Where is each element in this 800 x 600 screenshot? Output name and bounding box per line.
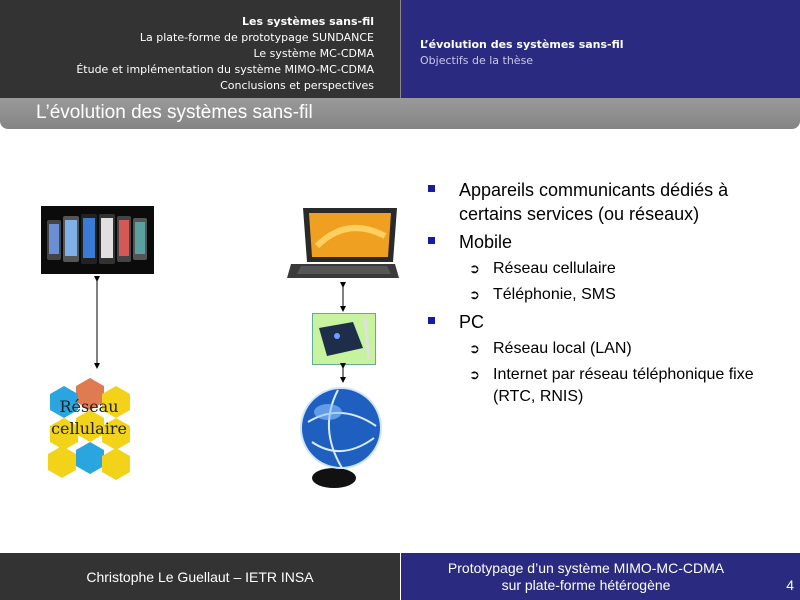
bullet-item: Appareils communicants dédiés à certains services (ou réseaux) — [428, 178, 788, 226]
section-link-sundance[interactable]: La plate-forme de prototypage SUNDANCE — [139, 31, 374, 44]
footer-author: Christophe Le Guellaut – IETR INSA — [86, 569, 314, 585]
footer-title-line2: sur plate-forme hétérogène — [501, 577, 671, 593]
section-link-wireless[interactable]: Les systèmes sans-fil — [242, 15, 374, 28]
page-number: 4 — [786, 577, 794, 593]
bullet-item: PC — [428, 310, 788, 334]
footer-author-panel — [0, 553, 400, 600]
subsection-link-objectives[interactable]: Objectifs de la thèse — [420, 54, 534, 67]
cellular-network-label: Réseau cellulaire — [51, 397, 127, 438]
sub-bullet-item: ➲ Réseau cellulaire — [469, 260, 616, 277]
sub-bullet-item: ➲ Téléphonie, SMS — [469, 286, 616, 303]
bullet-item: Mobile — [428, 230, 788, 254]
sub-bullet-item: ➲ Réseau local (LAN) — [469, 340, 632, 357]
subsection-link-active[interactable]: L’évolution des systèmes sans-fil — [420, 38, 624, 51]
bullet-list — [428, 178, 788, 412]
footer-title-panel — [401, 553, 800, 600]
section-link-conclusions[interactable]: Conclusions et perspectives — [220, 79, 374, 92]
sub-bullet-item: ➲ Internet par réseau téléphonique fixe (RTC, RNIS) — [469, 366, 754, 405]
section-link-mimo[interactable]: Étude et implémentation du système MIMO-MC-CDMA — [76, 63, 374, 76]
section-link-mc-cdma[interactable]: Le système MC-CDMA — [253, 47, 374, 60]
footer-title-line1: Prototypage d’un système MIMO-MC-CDMA — [447, 560, 725, 576]
slide-title: L’évolution des systèmes sans-fil — [36, 102, 313, 123]
